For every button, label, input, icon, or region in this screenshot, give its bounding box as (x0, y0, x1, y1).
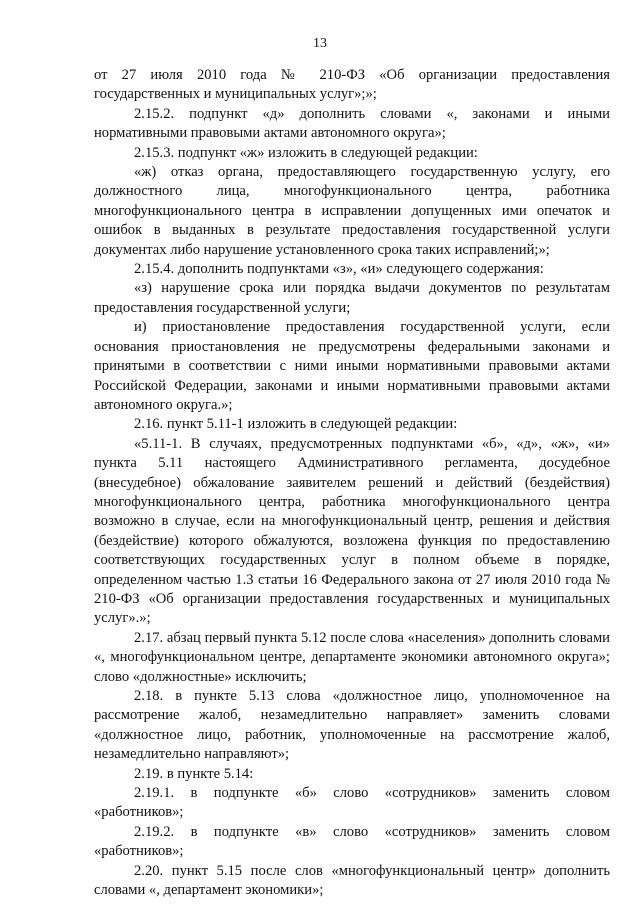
page-number: 13 (313, 36, 327, 51)
paragraph: «з) нарушение срока или порядка выдачи документов по результатам предоставления государственной услуги; (94, 280, 610, 316)
paragraph: «5.11-1. В случаях, предусмотренных подпунктами «б», «д», «ж», «и» пункта 5.11 настоящего Административного регламента, досудебное (внесудебное) обжалование заявителем решений и действий (бездействия) многофункционального центра, работника многофункционального центра возможно в случае, если на многофункциональный центр, решения и действия (бездействие) которого обжалуются, возложена функция по предоставлению соответствующих государственных услуг в полном объеме в порядке, определенном частью 1.3 статьи 16 Федерального закона от 27 июля 2010 года № 210-ФЗ «Об организации предоставления государственных и муниципальных услуг».»; (94, 435, 610, 627)
document-body (94, 66, 610, 900)
paragraph: 2.19.1. в подпункте «б» слово «сотрудников» заменить словом «работников»; (94, 785, 610, 821)
paragraph: 2.17. абзац первый пункта 5.12 после слова «населения» дополнить словами «, многофункциональном центре, департаменте экономики автономного округа»; слово «должностные» исключить; (94, 629, 610, 685)
paragraph: 2.18. в пункте 5.13 слова «должностное лицо, уполномоченное на рассмотрение жалоб, незамедлительно направляет» заменить словами «должностное лицо, работник, уполномоченные на рассмотрение жалоб, незамедлительно направляют»; (94, 688, 610, 763)
paragraph: 2.16. пункт 5.11-1 изложить в следующей редакции: (134, 416, 458, 433)
paragraph: 2.15.2. подпункт «д» дополнить словами «, законами и иными нормативными правовыми актами автономного округа»; (94, 105, 610, 142)
paragraph: 2.19.2. в подпункте «в» слово «сотрудников» заменить словом «работников»; (94, 823, 610, 860)
paragraph: 2.19. в пункте 5.14: (134, 765, 254, 782)
paragraph: и) приостановление предоставления государственной услуги, если основания приостановления не предусмотрены федеральными законами и принятыми в соответствии с ними иными нормативными правовыми актами Российской Федерации, законами и иными нормативными правовыми актами автономного округа.»; (94, 319, 610, 413)
paragraph: 2.15.3. подпункт «ж» изложить в следующей редакции: (134, 144, 478, 161)
paragraph: от 27 июля 2010 года № 210-ФЗ «Об организации предоставления государственных и муниципальных услуг»;»; (94, 67, 610, 103)
paragraph: 2.15.4. дополнить подпунктами «з», «и» следующего содержания: (134, 261, 544, 278)
paragraph: «ж) отказ органа, предоставляющего государственную услугу, его должностного лица, многофункционального центра, работника многофункционального центра в исправлении допущенных ими опечаток и ошибок в выданных в результате предоставления государственной услуги документах либо нарушение установленного срока таких исправлений;»; (94, 164, 610, 258)
paragraph: 2.20. пункт 5.15 после слов «многофункциональный центр» дополнить словами «, департамент экономики»; (94, 862, 610, 899)
